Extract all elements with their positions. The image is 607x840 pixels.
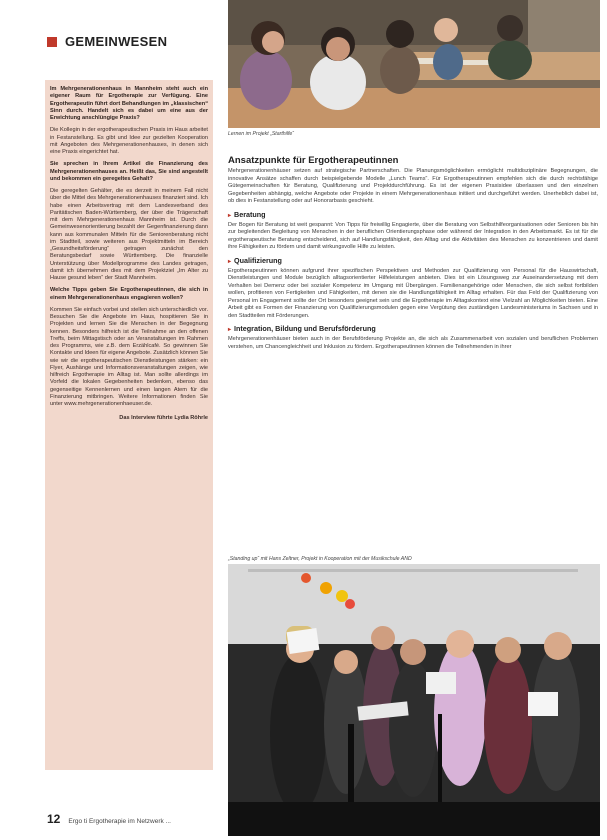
article-intro: Mehrgenerationenhäuser setzen auf strategische Partnerschaften. Die Planungsmöglichkeiten ermöglicht multidisziplinäre Begegnungen, die innovative Ansätze schaffen durch beispielgebende Modelle „Lunch Teams“. Für Ergotherapeutinnen empfehlen sich die durch rechtsfähige Gütegemeinschaften für Beratung, Qualifizierung und Projektdurchführung. Es ist der eigenen Praxisidee überlassen und den einzelnen Gegebenheiten abhängig, welche Angebote oder Projekte in einem Mehrgenerationenhaus initiiert und durchgeführt werden. Unerheblich dabei ist, ob dies in Festanstellung oder auf Honorarbasis geschieht. [228,168,598,204]
page-number: 12 [47,812,61,826]
subheading-qualifizierung: ▸ Qualifizierung [228,255,282,265]
interview-answer: Die geregelten Gehälter, die es derzeit in meinem Fall nicht über die Mittel des Mehrgenerationenhauses finanziert sind. Ich habe einen Arbeitsvertrag mit dem Landesverband des Paritätischen Baden-Württemberg, der über die Trägerschaft mit dem Mehrgenerationenhaus Mannheim ist. Durch die Gemeinwesenorientierung bezahlt der Gegenfinanzierung dann kann aus kommunalen Mitteln für die Seniorenberatung nicht im Stadtteil, sowie weiteren aus Projektmitteln im Bereich „Gesundheitsförderung“ getragen zunächst den Beratungsbedarf sowie Württemberg. Die finanzielle Unterstützung über Modellprogramme des Landes getragen, damit ich übernehmen dies mit dem Projektziel „Im Alter zu Hause gesund leben“ der Stadt Mannheim. [50,188,208,281]
interview-signature: Das Interview führte Lydia Röhrle [119,415,208,422]
triangle-bullet-icon: ▸ [228,212,232,219]
subheading-integration: ▸ Integration, Bildung und Berufsförderung [228,324,376,333]
section-header [47,34,167,49]
photo-caption-bottom: „Standing up“ mit Hans Zeltner, Projekt in Kooperation mit der Musikschule AND [228,556,412,562]
interview-question: Welche Tipps geben Sie Ergotherapeutinnen, die sich in einem Mehrgenerationenhaus engagieren wollen? [50,287,208,301]
article-paragraph: Der Bogen für Beratung ist weit gespannt: Von Tipps für freiwillig Engagierte, über die Beratung von Selbsthilfeorganisationen oder Senioren bis hin zur begleitenden Begleitung von Menschen in der beruflichen Orientierungsphase oder während der Integration in den Arbeitsmarkt. Es ist für die ergotherapeutische Beratung entscheidend, sich auf Handlungsfähigkeit, den Alltag und die Aktivitäten des Menschen zu konzentrieren und damit ihre Fähigkeiten zu fördern und damit wirkungsvolle Hilfe zu leisten. [228,221,598,250]
section-title: GEMEINWESEN [65,34,168,49]
interview-answer: Kommen Sie einfach vorbei und stellen sich unterschiedlich vor. Besuchen Sie die Angebote im Haus, hospitieren Sie in Projekten und lernen Sie die Menschen in der Begegnung kennen. Besonders hilfreich ist die Teilnahme an den offenen Treffs, beim Mittagstisch oder an Veranstaltungen im Rahmen des Programms, wie z.B. dem Erzählcafé. So gewinnen Sie Kontakte und Ideen für eigene Angebote. Zusätzlich können Sie wie wir die ergotherapeutischen Dienstleistungen stärken: ein Flyer, Aushänge und Informationsveranstaltungen zeigen, wie hilfreich Ergotherapie im Alltag ist. Man sollte allerdings im Vorfeld die lokalen Gegebenheiten bedenken, ebenso das gegenseitige Kennenlernen und einen langen Atem für die Finanzierung mitbringen. Weitere Informationen finden Sie unter www.mehrgenerationenhaeuser.de. [50,306,208,407]
triangle-bullet-icon: ▸ [228,327,232,333]
interview-question: Im Mehrgenerationenhaus in Mannheim steht auch ein eigener Raum für Ergotherapie zur Verfügung. Eine Ergotherapeutin führt dort Behandlungen im „klassischen“ Sinn durch. Handelt sich es dabei um eine aus der Erwichtung anschlüngige Praxis? [50,86,208,121]
section-marker-icon [47,37,57,47]
photo-caption-top: Lernen im Projekt „Starthilfe“ [228,131,295,137]
footer-text: Ergo ti Ergotherapie im Netzwerk ... [68,818,171,825]
photo-choir-performance [228,564,600,836]
article-paragraph: Mehrgenerationenhäuser bieten auch in der Berufsförderung Projekte an, die sich als Zusammenarbeit von sozialen und beruflichen Problemen verstehen, um Chancengleichheit und Inklusion zu fördern. Ergotherapeutinnen können die Teilnehmenden in ihrer [228,336,598,350]
interview-answer: Die Kollegin in der ergotherapeutischen Praxis im Haus arbeitet in Festanstellung. Es gibt und Idee zur gezielten Kooperation mit Angeboten des Mehrgenerationenhauses, in denen sich eine Praxis eingerichtet hat. [50,127,208,155]
article-title: Ansatzpunkte für Ergotherapeutinnen [228,155,399,166]
interview-sidebar [45,80,213,770]
page-footer [47,812,171,826]
photo-children-learning [228,0,600,128]
interview-question: Sie sprechen in Ihrem Artikel die Finanzierung des Mehrgenerationenhauses an. Heißt das, Sie sind angestellt und bekommen ein geregeltes Gehalt? [50,161,208,182]
triangle-bullet-icon: ▸ [228,258,232,265]
article-body [228,155,598,353]
subheading-beratung: ▸ Beratung [228,209,266,219]
article-paragraph: Ergotherapeutinnen können aufgrund ihrer spezifischen Perspektiven und Methoden zur Qualifizierung von Personal für die Hauswirtschaft, Dienstleistungen und Module bezüglich alltagsorientierter Hilfeleistungen anbieten. Dies ist ein Lösungsweg zur Auseinandersetzung mit dem Verhalten bei Demenz oder bei sozialer Kompetenz im Umgang mit Übergängen. Familienangehörige oder Menschen, die sich selbst fortbilden wollen, profitieren von Fertigkeiten und Fähigkeiten, mit denen sie die Handlungsfähigkeit im Alltag erhalten. Für das Feld der Qualifizierung von Personal im Engagement sollte der Ort besonders geeignet sein und die Ergotherapie im Alltagskontext eine Vielzahl an Möglichkeiten bieten. Eine Arbeit gibt es Formen der Finanzierung von Qualifizierungsmodulen gegen eine Vergütung des zuständigen Landesministeriums in Sachsen und in den Stadtteilen mit Förderungen. [228,267,598,319]
